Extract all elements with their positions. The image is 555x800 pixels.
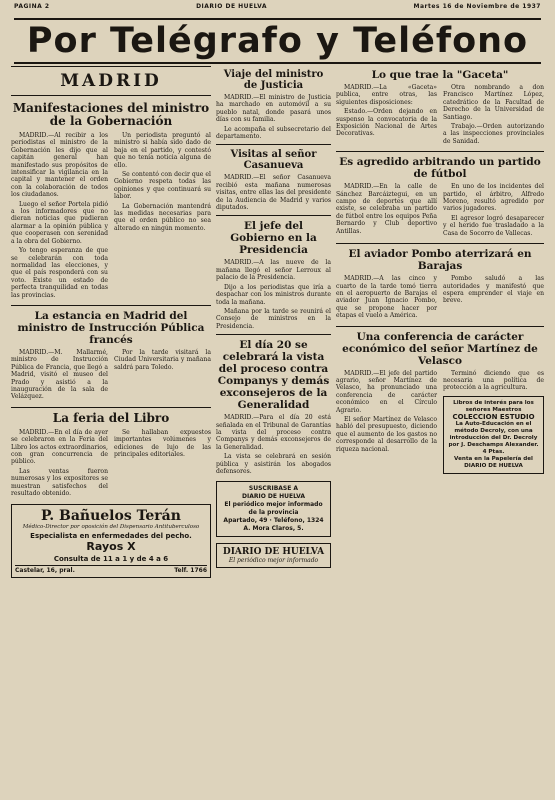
article-paragraph: MADRID.—En la calle de Sánchez Barcáiztegui, en un campo de deportes que allí existe, se celebraba un partido de fútbol entre los equipos Peña Bernardo y Club deportivo Antillas. bbox=[336, 183, 437, 235]
doctor-hours: Consulta de 11 a 1 y de 4 a 6 bbox=[53, 555, 169, 564]
ad-line: Apartado, 49 bbox=[223, 517, 268, 525]
column-left bbox=[11, 66, 211, 578]
ad-line: El periódico mejor informado de la provincia bbox=[224, 501, 323, 517]
article-paragraph: MADRID.—El señor Casanueva recibió esta mañana numerosas visitas, entre ellas las del presidente de la Audiencia de Madrid y varios diputados. bbox=[216, 174, 331, 212]
city-header: MADRID bbox=[11, 66, 211, 96]
article-paragraph: Estado.—Orden dejando en suspenso la convocatoria de la Exposición Nacional de Artes Decorativas. bbox=[336, 108, 437, 138]
ad-line: Venta en la Papelería del DIARIO DE HUELVA bbox=[454, 455, 533, 469]
ad-line: por J. Deschamps Alexander. bbox=[448, 441, 539, 448]
ad-line: DIARIO DE HUELVA bbox=[242, 493, 305, 501]
ad-line: A. Mora Claros, 5. bbox=[243, 525, 304, 533]
article-paragraph: Otra nombrando a don Francisco Martínez López, catedrático de la Facultad de Derecho de la Universidad de Santiago. bbox=[443, 84, 544, 121]
running-head bbox=[14, 3, 541, 12]
issue-date: Martes 16 de Noviembre de 1937 bbox=[413, 3, 541, 10]
ad-line: Libros de interés para los señores Maestros bbox=[453, 399, 534, 413]
article-paragraph: MADRID.—Al recibir a los periodistas el ministro de la Gobernación les dijo que al capitán general han manifestado sus propósitos de intensificar la vigilancia en la capital y mantener el orden con la colaboración de todos los ciudadanos. bbox=[11, 132, 108, 199]
doctor-name: P. Bañuelos Terán bbox=[41, 508, 181, 525]
article-title: Una conferencia de carácter económico del señor Martínez de Velasco bbox=[342, 330, 538, 367]
subscription-advertisement: SUSCRIBASE A DIARIO DE HUELVA El periódico mejor informado de la provincia Apartado, 49 · Teléfono, 1324 A. Mora Claros, 5. bbox=[216, 481, 331, 537]
article-paragraph: MADRID.—La «Gaceta» publica, entre otras, las siguientes disposiciones: bbox=[336, 84, 437, 106]
article-paragraph: En uno de los incidentes del partido, el árbitro, Alfredo Moreno, resultó agredido por varios jugadores. bbox=[443, 183, 544, 213]
doctor-advertisement bbox=[11, 504, 211, 578]
doctor-address: Castelar, 16, pral. bbox=[15, 567, 75, 575]
ad-line: COLECCION ESTUDIO bbox=[452, 412, 535, 421]
books-advertisement bbox=[443, 396, 544, 474]
masthead-slogan: El periódico mejor informado bbox=[228, 557, 319, 565]
article-title: El día 20 se celebrará la vista del proceso contra Companys y demás exconsejeros de la Generalidad bbox=[217, 339, 330, 412]
article-paragraph: Por la tarde visitará la Ciudad Universitaria y mañana saldrá para Toledo. bbox=[114, 348, 211, 371]
article-title: Lo que trae la "Gaceta" bbox=[371, 69, 509, 81]
article-paragraph: Un periodista preguntó al ministro si había sido dado de baja en el partido, y contestó que no tenía noticia alguna de ello. bbox=[114, 132, 211, 169]
ad-line: La Auto-Educación en el método Decroly, con una introducción del Dr. Decroly bbox=[449, 420, 538, 441]
page-number: PAGINA 2 bbox=[14, 3, 50, 10]
article-paragraph: Las ventas fueron numerosas y los expositores se muestran satisfechos del resultado obtenido. bbox=[11, 467, 108, 498]
article-title: Manifestaciones del ministro de la Gobernación bbox=[12, 101, 210, 128]
article-paragraph: Mañana por la tarde se reunirá el Consejo de ministros en la Presidencia. bbox=[216, 307, 331, 330]
article-paragraph: Se hallaban expuestos importantes volúmenes y ediciones de lujo de las principales editoriales. bbox=[114, 428, 211, 458]
article-paragraph: MADRID.—A las nueve de la mañana llegó el señor Lerroux al palacio de la Presidencia. bbox=[216, 259, 331, 282]
masthead-title: DIARIO DE HUELVA bbox=[222, 547, 325, 558]
article-title: Visitas al señor Casanueva bbox=[230, 149, 317, 172]
section-banner: Por Telégrafo y Teléfono bbox=[14, 18, 541, 64]
article-title: El aviador Pombo aterrizará en Barajas bbox=[348, 248, 532, 273]
column-middle bbox=[216, 66, 331, 568]
doctor-title: Médico-Director por oposición del Dispensario Antituberculoso bbox=[22, 524, 200, 531]
article-paragraph: MADRID.—M. Mallarmé, ministro de Instrucción Pública de Francia, que llegó a Madrid, visitó el museo del Prado y asistió a la inauguración de la sala de Velázquez. bbox=[11, 348, 108, 401]
article-paragraph: Pombo saludó a las autoridades y manifestó que espera emprender el viaje en breve. bbox=[443, 275, 544, 305]
article-paragraph: La Gobernación mantendrá las medidas necesarias para que el orden público no sea alterado en ningún momento. bbox=[114, 202, 211, 232]
column-right bbox=[336, 66, 544, 474]
article-paragraph: Terminó diciendo que es necesaria una política de protección a la agricultura. bbox=[443, 369, 544, 392]
article-title: Es agredido arbitrando un partido de fútbol bbox=[339, 156, 541, 181]
doctor-speciality: Especialista en enfermedades del pecho. bbox=[30, 532, 192, 541]
article-paragraph: MADRID.—El ministro de Justicia ha marchado en automóvil a su pueblo natal, donde pasará unos días con su familia. bbox=[216, 94, 331, 124]
article-paragraph: El agresor logró desaparecer y el herido fue trasladado a la Casa de Socorro de Vallecas. bbox=[443, 214, 544, 237]
ad-line: SUSCRIBASE A bbox=[248, 485, 299, 493]
article-title: La feria del Libro bbox=[52, 410, 170, 425]
ad-line: 4 Ptas. bbox=[482, 448, 505, 455]
article-paragraph: MADRID.—El jefe del partido agrario, señor Martínez de Velasco, ha pronunciado una conferencia de carácter económico en el Círculo Agrario. bbox=[336, 369, 437, 414]
article-title: Viaje del ministro de Justicia bbox=[223, 69, 324, 91]
xray-label: Rayos X bbox=[86, 540, 136, 554]
article-paragraph: La vista se celebrará en sesión pública y asistirán los abogados defensores. bbox=[216, 453, 331, 475]
article-paragraph: MADRID.—A las cinco y cuarto de la tarde tomó tierra en el aeropuerto de Barajas el aviador Juan Ignacio Pombo, que se propone hacer por etapas el vuelo a América. bbox=[336, 275, 437, 320]
doctor-phone: Telf. 1766 bbox=[174, 567, 207, 575]
masthead-box bbox=[216, 543, 331, 568]
paper-name: DIARIO DE HUELVA bbox=[196, 3, 268, 10]
article-title: La estancia en Madrid del ministro de Instrucción Pública francés bbox=[17, 309, 205, 346]
article-paragraph: Se contentó con decir que el Gobierno respeta todas las opiniones y que continuará su labor. bbox=[114, 171, 211, 201]
article-paragraph: El señor Martínez de Velasco habló del presupuesto, diciendo que el aumento de los gastos no corresponde al desarrollo de la riqueza nacional. bbox=[336, 415, 437, 453]
article-title: El jefe del Gobierno en la Presidencia bbox=[230, 220, 317, 257]
ad-line: Teléfono, 1324 bbox=[273, 517, 324, 525]
article-paragraph: Le acompaña el subsecretario del departamento. bbox=[216, 125, 331, 141]
article-paragraph: Yo tengo esperanza de que se celebrarán con toda normalidad las elecciones, y que el país responderá con su voto. Existe un estado de perfecta tranquilidad en todas las provincias. bbox=[11, 247, 108, 299]
article-paragraph: Trabajo.—Orden autorizando a las inspecciones provinciales de Sanidad. bbox=[443, 123, 544, 145]
article-paragraph: Luego el señor Portela pidió a los informadores que no dieran noticias que pudieran alarmar a la opinión pública y que cooperasen con serenidad a la obra del Gobierno. bbox=[11, 200, 108, 245]
article-paragraph: MADRID.—Para el día 20 está señalada en el Tribunal de Garantías la vista del proceso contra Companys y demás exconsejeros de la Generalidad. bbox=[216, 414, 331, 451]
article-paragraph: Dijo a los periodistas que iría a despachar con los ministros durante toda la mañana. bbox=[216, 283, 331, 306]
article-paragraph: MADRID.—En el día de ayer se celebraron en la Feria del Libro los actos extraordinarios, con gran concurrencia de público. bbox=[11, 428, 108, 466]
